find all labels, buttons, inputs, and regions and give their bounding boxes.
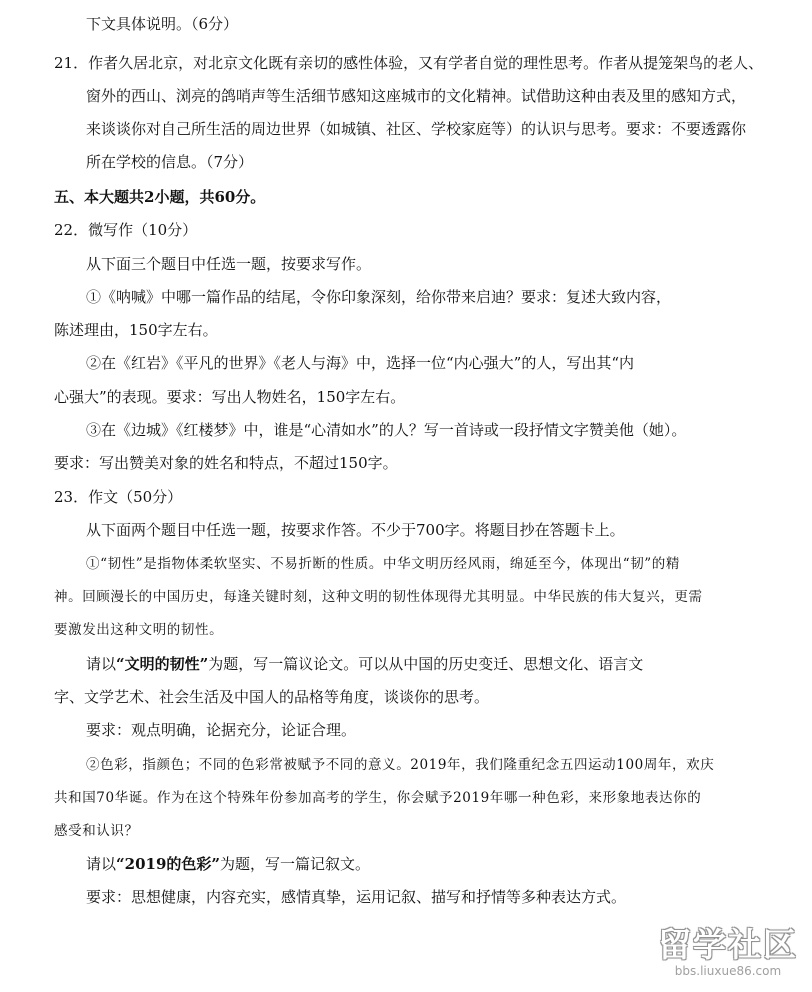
q23-topic-1-line-3: 要激发出这种文明的韧性。 bbox=[54, 622, 224, 638]
q23-topic-2-line-2: 共和国70华诞。作为在这个特殊年份参加高考的学生，你会赋予2019年哪一种色彩，来形象地表达你的 bbox=[54, 790, 702, 806]
q23-topic-1-line-2: 神。回顾漫长的中国历史，每逢关键时刻，这种文明的韧性体现得尤其明显。中华民族的伟大复兴，更需 bbox=[54, 589, 703, 605]
q22-intro: 从下面三个题目中任选一题，按要求写作。 bbox=[86, 255, 372, 273]
q23-topic-1-prompt bbox=[86, 653, 643, 675]
prompt-suffix: 为题，写一篇议论文。可以从中国的历史变迁、思想文化、语言文 bbox=[208, 655, 644, 673]
q23-topic-2-line-3: 感受和认识？ bbox=[54, 823, 139, 839]
q23-topic-1-prompt-line-2: 字、文学艺术、社会生活及中国人的品格等角度，谈谈你的思考。 bbox=[54, 688, 490, 706]
q22-option-1-line-2: 陈述理由，150字左右。 bbox=[54, 321, 218, 339]
q21-line-2: 窗外的西山、浏亮的鸽哨声等生活细节感知这座城市的文化精神。试借助这种由表及里的感知方式， bbox=[86, 87, 747, 105]
q22-option-1-line-1: ①《呐喊》中哪一篇作品的结尾，令你印象深刻，给你带来启迪？要求：复述大致内容， bbox=[86, 288, 672, 306]
q23-topic-2-requirement: 要求：思想健康，内容充实，感情真挚，运用记叙、描写和抒情等多种表达方式。 bbox=[86, 888, 627, 906]
essay-title-1: “文明的韧性” bbox=[116, 655, 209, 673]
q23-topic-2-line-1: ②色彩，指颜色；不同的色彩常被赋予不同的意义。2019年，我们隆重纪念五四运动100周年，欢庆 bbox=[86, 757, 715, 773]
q22-option-2-line-2: 心强大”的表现。要求：写出人物姓名，150字左右。 bbox=[54, 388, 406, 406]
q22-option-3-line-1: ③在《边城》《红楼梦》中，谁是“心清如水”的人？写一首诗或一段抒情文字赞美他（她）。 bbox=[86, 421, 687, 439]
prompt-prefix: 请以 bbox=[86, 855, 117, 873]
q23-title: 23．作文（50分） bbox=[54, 488, 183, 506]
essay-title-2: “2019的色彩” bbox=[116, 855, 221, 873]
q21-line-3: 来谈谈你对自己所生活的周边世界（如城镇、社区、学校家庭等）的认识与思考。要求：不要透露你 bbox=[86, 120, 747, 138]
q22-option-2-line-1: ②在《红岩》《平凡的世界》《老人与海》中，选择一位“内心强大”的人，写出其“内 bbox=[86, 354, 635, 372]
q20-tail: 下文具体说明。（6分） bbox=[86, 15, 239, 33]
watermark-url: bbs.liuxue86.com bbox=[674, 964, 782, 978]
q23-topic-1-requirement: 要求：观点明确，论据充分，论证合理。 bbox=[86, 721, 357, 739]
section-5-title: 五、本大题共2小题，共60分。 bbox=[54, 188, 266, 206]
q23-topic-2-prompt bbox=[86, 853, 370, 875]
prompt-suffix: 为题，写一篇记叙文。 bbox=[220, 855, 371, 873]
q23-intro: 从下面两个题目中任选一题，按要求作答。不少于700字。将题目抄在答题卡上。 bbox=[86, 521, 625, 539]
q22-option-3-line-2: 要求：写出赞美对象的姓名和特点，不超过150字。 bbox=[54, 454, 398, 472]
q22-title: 22．微写作（10分） bbox=[54, 221, 198, 239]
q23-topic-1-line-1: ①“韧性”是指物体柔软坚实、不易折断的性质。中华文明历经风雨，绵延至今，体现出“韧”的精 bbox=[86, 556, 681, 572]
q21-line-1: 21．作者久居北京，对北京文化既有亲切的感性体验，又有学者自觉的理性思考。作者从提笼架鸟的老人、 bbox=[54, 54, 764, 72]
watermark-logo: 留学社区 bbox=[658, 925, 798, 964]
prompt-prefix: 请以 bbox=[86, 655, 117, 673]
site-watermark bbox=[658, 919, 798, 978]
q21-line-4: 所在学校的信息。（7分） bbox=[86, 153, 254, 171]
